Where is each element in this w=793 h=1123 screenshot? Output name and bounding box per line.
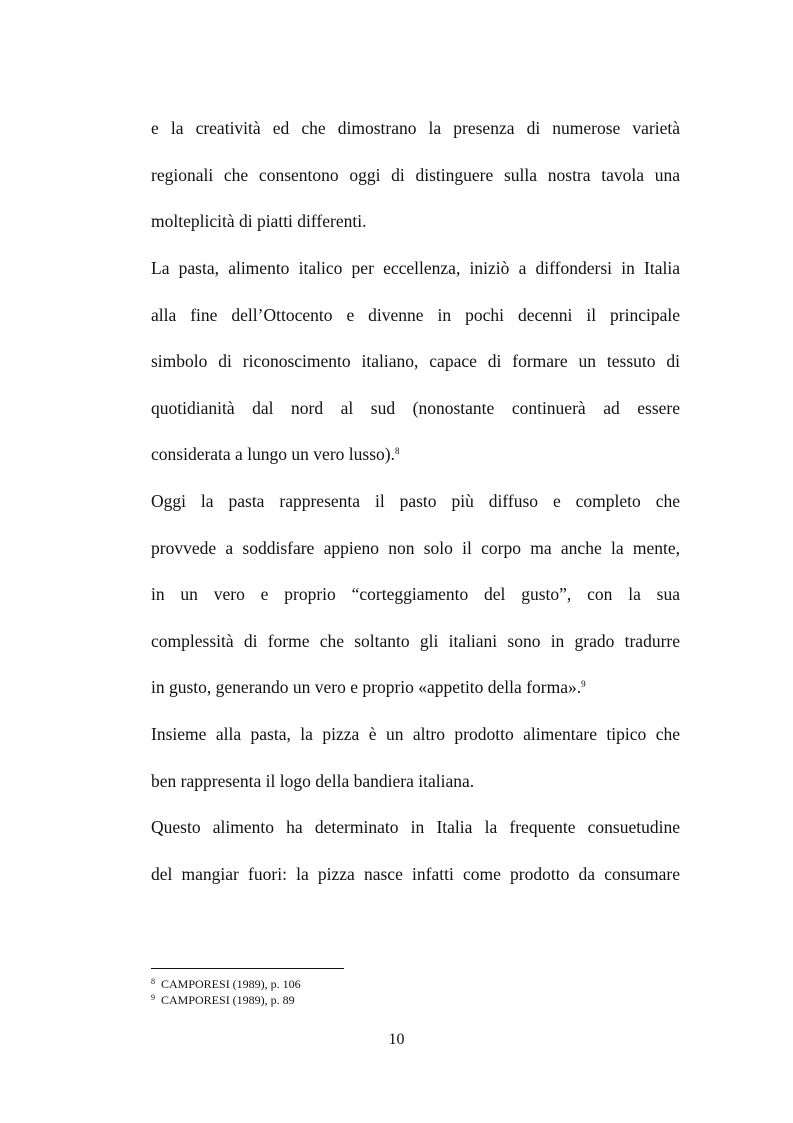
body-line-16: Questo alimento ha determinato in Italia la frequente consuetudine: [151, 817, 680, 837]
footnote-9: [151, 993, 295, 1007]
body-line-6: simbolo di riconoscimento italiano, capace di formare un tessuto di: [151, 351, 680, 371]
body-line-8-text: considerata a lungo un vero lusso).: [151, 444, 395, 464]
footnote-text-9: CAMPORESI (1989), p. 89: [161, 993, 295, 1007]
body-line-12: complessità di forme che soltanto gli italiani sono in grado tradurre: [151, 631, 680, 651]
footnote-text-8: CAMPORESI (1989), p. 106: [161, 977, 301, 991]
footnote-ref-9: 9: [581, 679, 586, 689]
body-line-17: del mangiar fuori: la pizza nasce infatti come prodotto da consumare: [151, 864, 680, 884]
body-line-15: ben rappresenta il logo della bandiera italiana.: [151, 771, 475, 791]
body-line-9: Oggi la pasta rappresenta il pasto più diffuso e completo che: [151, 491, 680, 511]
body-line-11: in un vero e proprio “corteggiamento del gusto”, con la sua: [151, 584, 680, 604]
body-line-2: regionali che consentono oggi di distinguere sulla nostra tavola una: [151, 165, 680, 185]
footnote-ref-8: 8: [394, 446, 400, 456]
body-line-5: alla fine dell’Ottocento e divenne in pochi decenni il principale: [151, 305, 680, 325]
body-line-4: La pasta, alimento italico per eccellenza, iniziò a diffondersi in Italia: [151, 258, 680, 278]
body-line-13: [151, 676, 680, 698]
body-line-13-text: in gusto, generando un vero e proprio «appetito della forma».: [151, 677, 582, 697]
footnote-8: [151, 977, 301, 991]
footnote-number-9: 9: [151, 993, 155, 1002]
footnote-number-8: 8: [151, 977, 155, 986]
body-line-10: provvede a soddisfare appieno non solo il corpo ma anche la mente,: [151, 538, 680, 558]
page-number: 10: [388, 1031, 405, 1048]
body-line-8: [151, 443, 680, 465]
body-line-7: quotidianità dal nord al sud (nonostante continuerà ad essere: [151, 398, 680, 418]
footnote-separator: [151, 968, 344, 969]
body-line-1: e la creatività ed che dimostrano la presenza di numerose varietà: [151, 118, 680, 138]
body-line-3: molteplicità di piatti differenti.: [151, 211, 367, 231]
body-line-14: Insieme alla pasta, la pizza è un altro prodotto alimentare tipico che: [151, 724, 680, 744]
